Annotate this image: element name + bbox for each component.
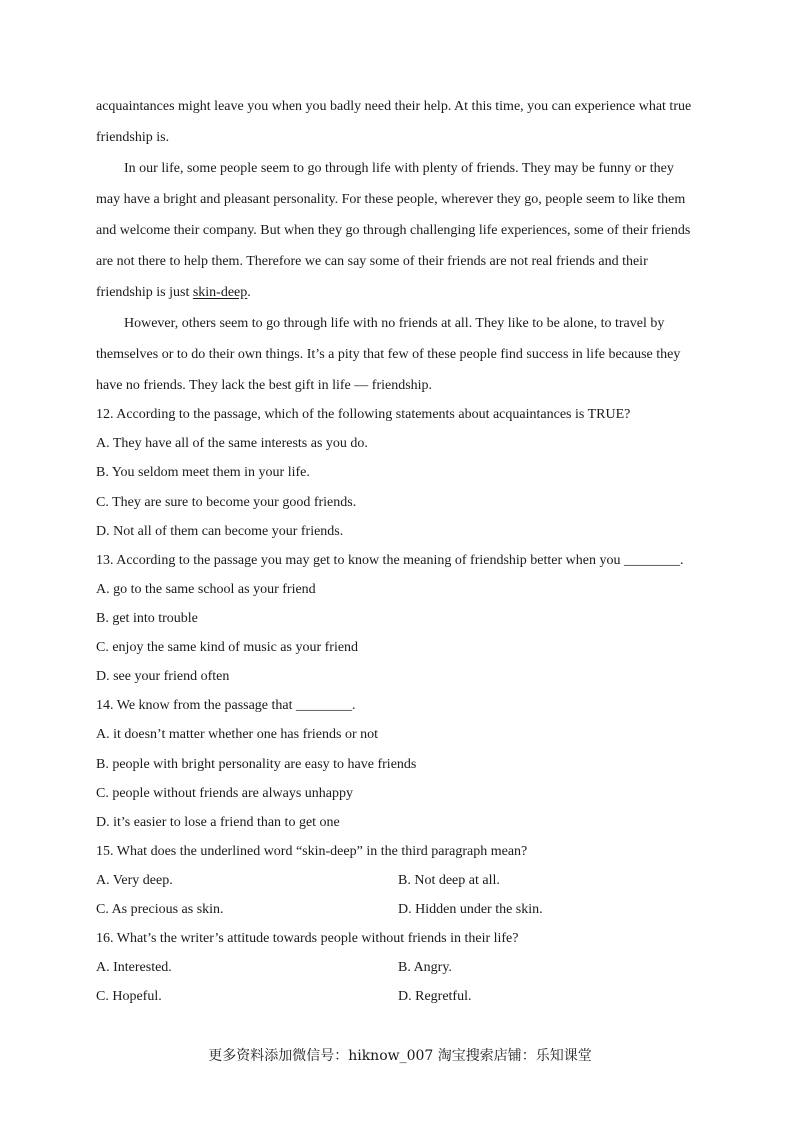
passage-line: may have a bright and pleasant personality. For these people, wherever they go, people seem to like them — [96, 192, 686, 207]
option-row-16cd — [96, 988, 706, 1006]
underlined-word: skin-deep — [192, 285, 248, 300]
option-13c: C. enjoy the same kind of music as your friend — [96, 640, 359, 655]
option-14b: B. people with bright personality are easy to have friends — [96, 757, 417, 772]
passage-text: friendship is just — [96, 285, 193, 300]
question-stem-13: 13. According to the passage you may get to know the meaning of friendship better when you ________. — [96, 553, 684, 568]
option-15c: C. As precious as skin. — [96, 902, 224, 917]
option-15b: B. Not deep at all. — [398, 873, 500, 888]
passage-line: However, others seem to go through life with no friends at all. They like to be alone, to travel by — [124, 316, 665, 331]
option-14a: A. it doesn’t matter whether one has friends or not — [96, 727, 379, 742]
option-15a: A. Very deep. — [96, 873, 173, 888]
option-13d: D. see your friend often — [96, 669, 230, 684]
option-12b: B. You seldom meet them in your life. — [96, 465, 310, 480]
option-14c: C. people without friends are always unhappy — [96, 786, 353, 801]
page-footer: 更多资料添加微信号：hiknow_007 淘宝搜索店铺：乐知课堂 — [208, 1048, 592, 1064]
option-16a: A. Interested. — [96, 960, 172, 975]
passage-line: friendship is. — [96, 130, 170, 145]
question-stem-16: 16. What’s the writer’s attitude towards people without friends in their life? — [96, 931, 519, 946]
option-row-15cd — [96, 901, 706, 919]
option-12d: D. Not all of them can become your friends. — [96, 524, 344, 539]
passage-line: and welcome their company. But when they go through challenging life experiences, some of their friends — [96, 223, 691, 238]
option-13b: B. get into trouble — [96, 611, 198, 626]
option-12c: C. They are sure to become your good friends. — [96, 495, 357, 510]
option-16b: B. Angry. — [398, 960, 452, 975]
question-stem-12: 12. According to the passage, which of the following statements about acquaintances is TRUE? — [96, 407, 631, 422]
question-stem-15: 15. What does the underlined word “skin-deep” in the third paragraph mean? — [96, 844, 528, 859]
option-row-15ab — [96, 872, 706, 890]
option-15d: D. Hidden under the skin. — [398, 902, 543, 917]
option-row-16ab — [96, 959, 706, 977]
passage-line: In our life, some people seem to go through life with plenty of friends. They may be funny or they — [124, 161, 674, 176]
passage-line: are not there to help them. Therefore we can say some of their friends are not real friends and their — [96, 254, 648, 269]
passage-line: acquaintances might leave you when you badly need their help. At this time, you can experience what true — [96, 99, 692, 114]
option-12a: A. They have all of the same interests as you do. — [96, 436, 368, 451]
option-16d: D. Regretful. — [398, 989, 472, 1004]
passage-line: have no friends. They lack the best gift in life — friendship. — [96, 378, 433, 393]
option-14d: D. it’s easier to lose a friend than to get one — [96, 815, 340, 830]
passage-line — [96, 284, 706, 302]
question-stem-14: 14. We know from the passage that ________. — [96, 698, 356, 713]
passage-line: themselves or to do their own things. It’s a pity that few of these people find success in life because they — [96, 347, 681, 362]
passage-text: . — [247, 285, 251, 300]
option-16c: C. Hopeful. — [96, 989, 162, 1004]
option-13a: A. go to the same school as your friend — [96, 582, 316, 597]
